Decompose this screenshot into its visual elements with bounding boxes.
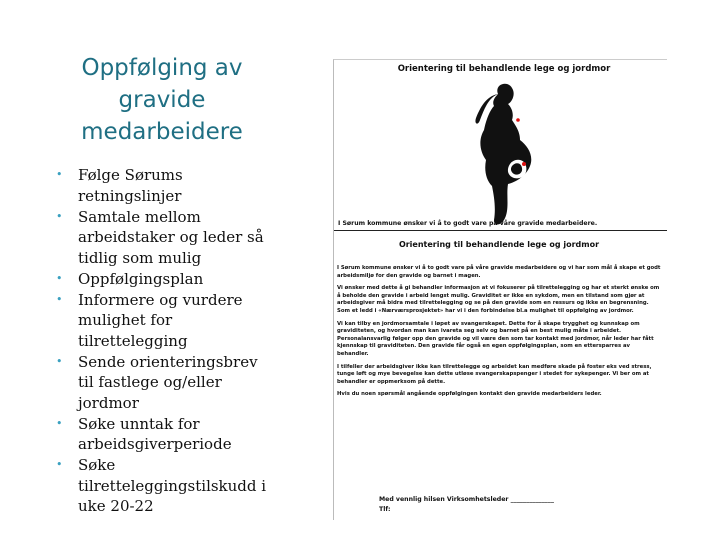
bullet-text: Samtale mellom arbeidstaker og leder så tidlig som mulig bbox=[78, 207, 264, 267]
bullet-text: Søke unntak for arbeidsgiverperiode bbox=[78, 414, 232, 453]
bullet-dot-icon: • bbox=[56, 271, 63, 285]
document-divider bbox=[334, 230, 667, 231]
document-caption: I Sørum kommune ønsker vi å to godt vare på våre gravide medarbeidere. bbox=[338, 220, 598, 227]
slide-title bbox=[52, 52, 272, 148]
bullet-dot-icon: • bbox=[56, 292, 63, 306]
bullet-text: Informere og vurdere mulighet for tilrettelegging bbox=[78, 290, 243, 350]
bullet-item bbox=[52, 414, 277, 455]
document-paragraph: I Sørum kommune ønsker vi å to godt vare på våre gravide medarbeidere og vi har som mål å skape et godt arbeidsmiljø for den gravide og barnet i magen. bbox=[337, 265, 661, 279]
bullet-dot-icon: • bbox=[56, 416, 63, 430]
bullet-item bbox=[52, 269, 277, 290]
signature-line: Med vennlig hilsen Virksomhetsleder ______________ bbox=[379, 496, 554, 503]
document-paragraph: Vi ønsker med dette å gi behandler informasjon at vi fokuserer på tilrettelegging og har et sterkt ønske om å beholde den gravide i arbeid lengst mulig. Graviditet er ikke en sykdom, men en tilstand som gjør at arbeidsgiver må bidra med tilrettelegging og se på den gravide som en ressurs og ikke en begrensning. Som et ledd i «Nærværsprosjektet» har vi i den forbindelse bl.a mulighet til oppfølging av jordmor. bbox=[337, 285, 660, 314]
bullet-dot-icon: • bbox=[56, 209, 63, 223]
document-body bbox=[337, 265, 662, 404]
title-line-1: Oppfølging av bbox=[81, 55, 243, 81]
title-line-3: medarbeidere bbox=[81, 119, 243, 145]
bullet-text: Følge Sørums retningslinjer bbox=[78, 166, 183, 205]
bullet-text: Sende orienteringsbrev til fastlege og/eller jordmor bbox=[78, 352, 258, 412]
document-heading-body: Orientering til behandlende lege og jordmor bbox=[398, 240, 600, 249]
bullet-item bbox=[52, 455, 277, 517]
bullet-text: Søke tilretteleggingstilskudd i uke 20-22 bbox=[78, 456, 267, 515]
bullet-item bbox=[52, 207, 277, 269]
bullet-item bbox=[52, 290, 277, 352]
bullet-item bbox=[52, 352, 277, 414]
document-heading-top: Orientering til behandlende lege og jordmor bbox=[397, 64, 611, 74]
document-paragraph: Hvis du noen spørsmål angående oppfølgingen kontakt den gravide medarbeiders leder. bbox=[337, 391, 602, 398]
bullet-dot-icon: • bbox=[56, 168, 63, 181]
document-paragraph: Vi kan tilby en jordmorsamtale i løpet av svangerskapet. Dette for å skape trygghet og kunnskap om graviditeten, og hvordan man kan ivareta seg selv og barnet på en best mulig måte i arbeidet. Personalansvarlig følger opp den gravide og vil være den som tar kontakt med jordmor, når leder har fått kjennskap til graviditeten. Den gravide får også en egen oppfølgingsplan, som en ettersparres av behandler. bbox=[337, 320, 654, 357]
phone-label: Tlf: bbox=[379, 506, 391, 513]
bullet-item bbox=[52, 165, 277, 206]
letter-document bbox=[333, 59, 667, 520]
document-paragraph: I tilfeller der arbeidsgiver ikke kan tilrettelegge og arbeidet kan medføre skade på foster eks ved stress, tunge løft og mye bevegelse kan dette utløse svangerskapspenger i stedet for sykepenger. Vi ber om at behandler er oppmerksom på dette. bbox=[337, 363, 652, 385]
title-line-2: gravide bbox=[118, 87, 206, 113]
bullet-list bbox=[52, 165, 277, 517]
bullet-dot-icon: • bbox=[56, 354, 63, 368]
bullet-dot-icon: • bbox=[56, 458, 63, 471]
bullet-text: Oppfølgingsplan bbox=[78, 269, 204, 288]
pregnant-woman-silhouette-icon bbox=[454, 80, 554, 230]
